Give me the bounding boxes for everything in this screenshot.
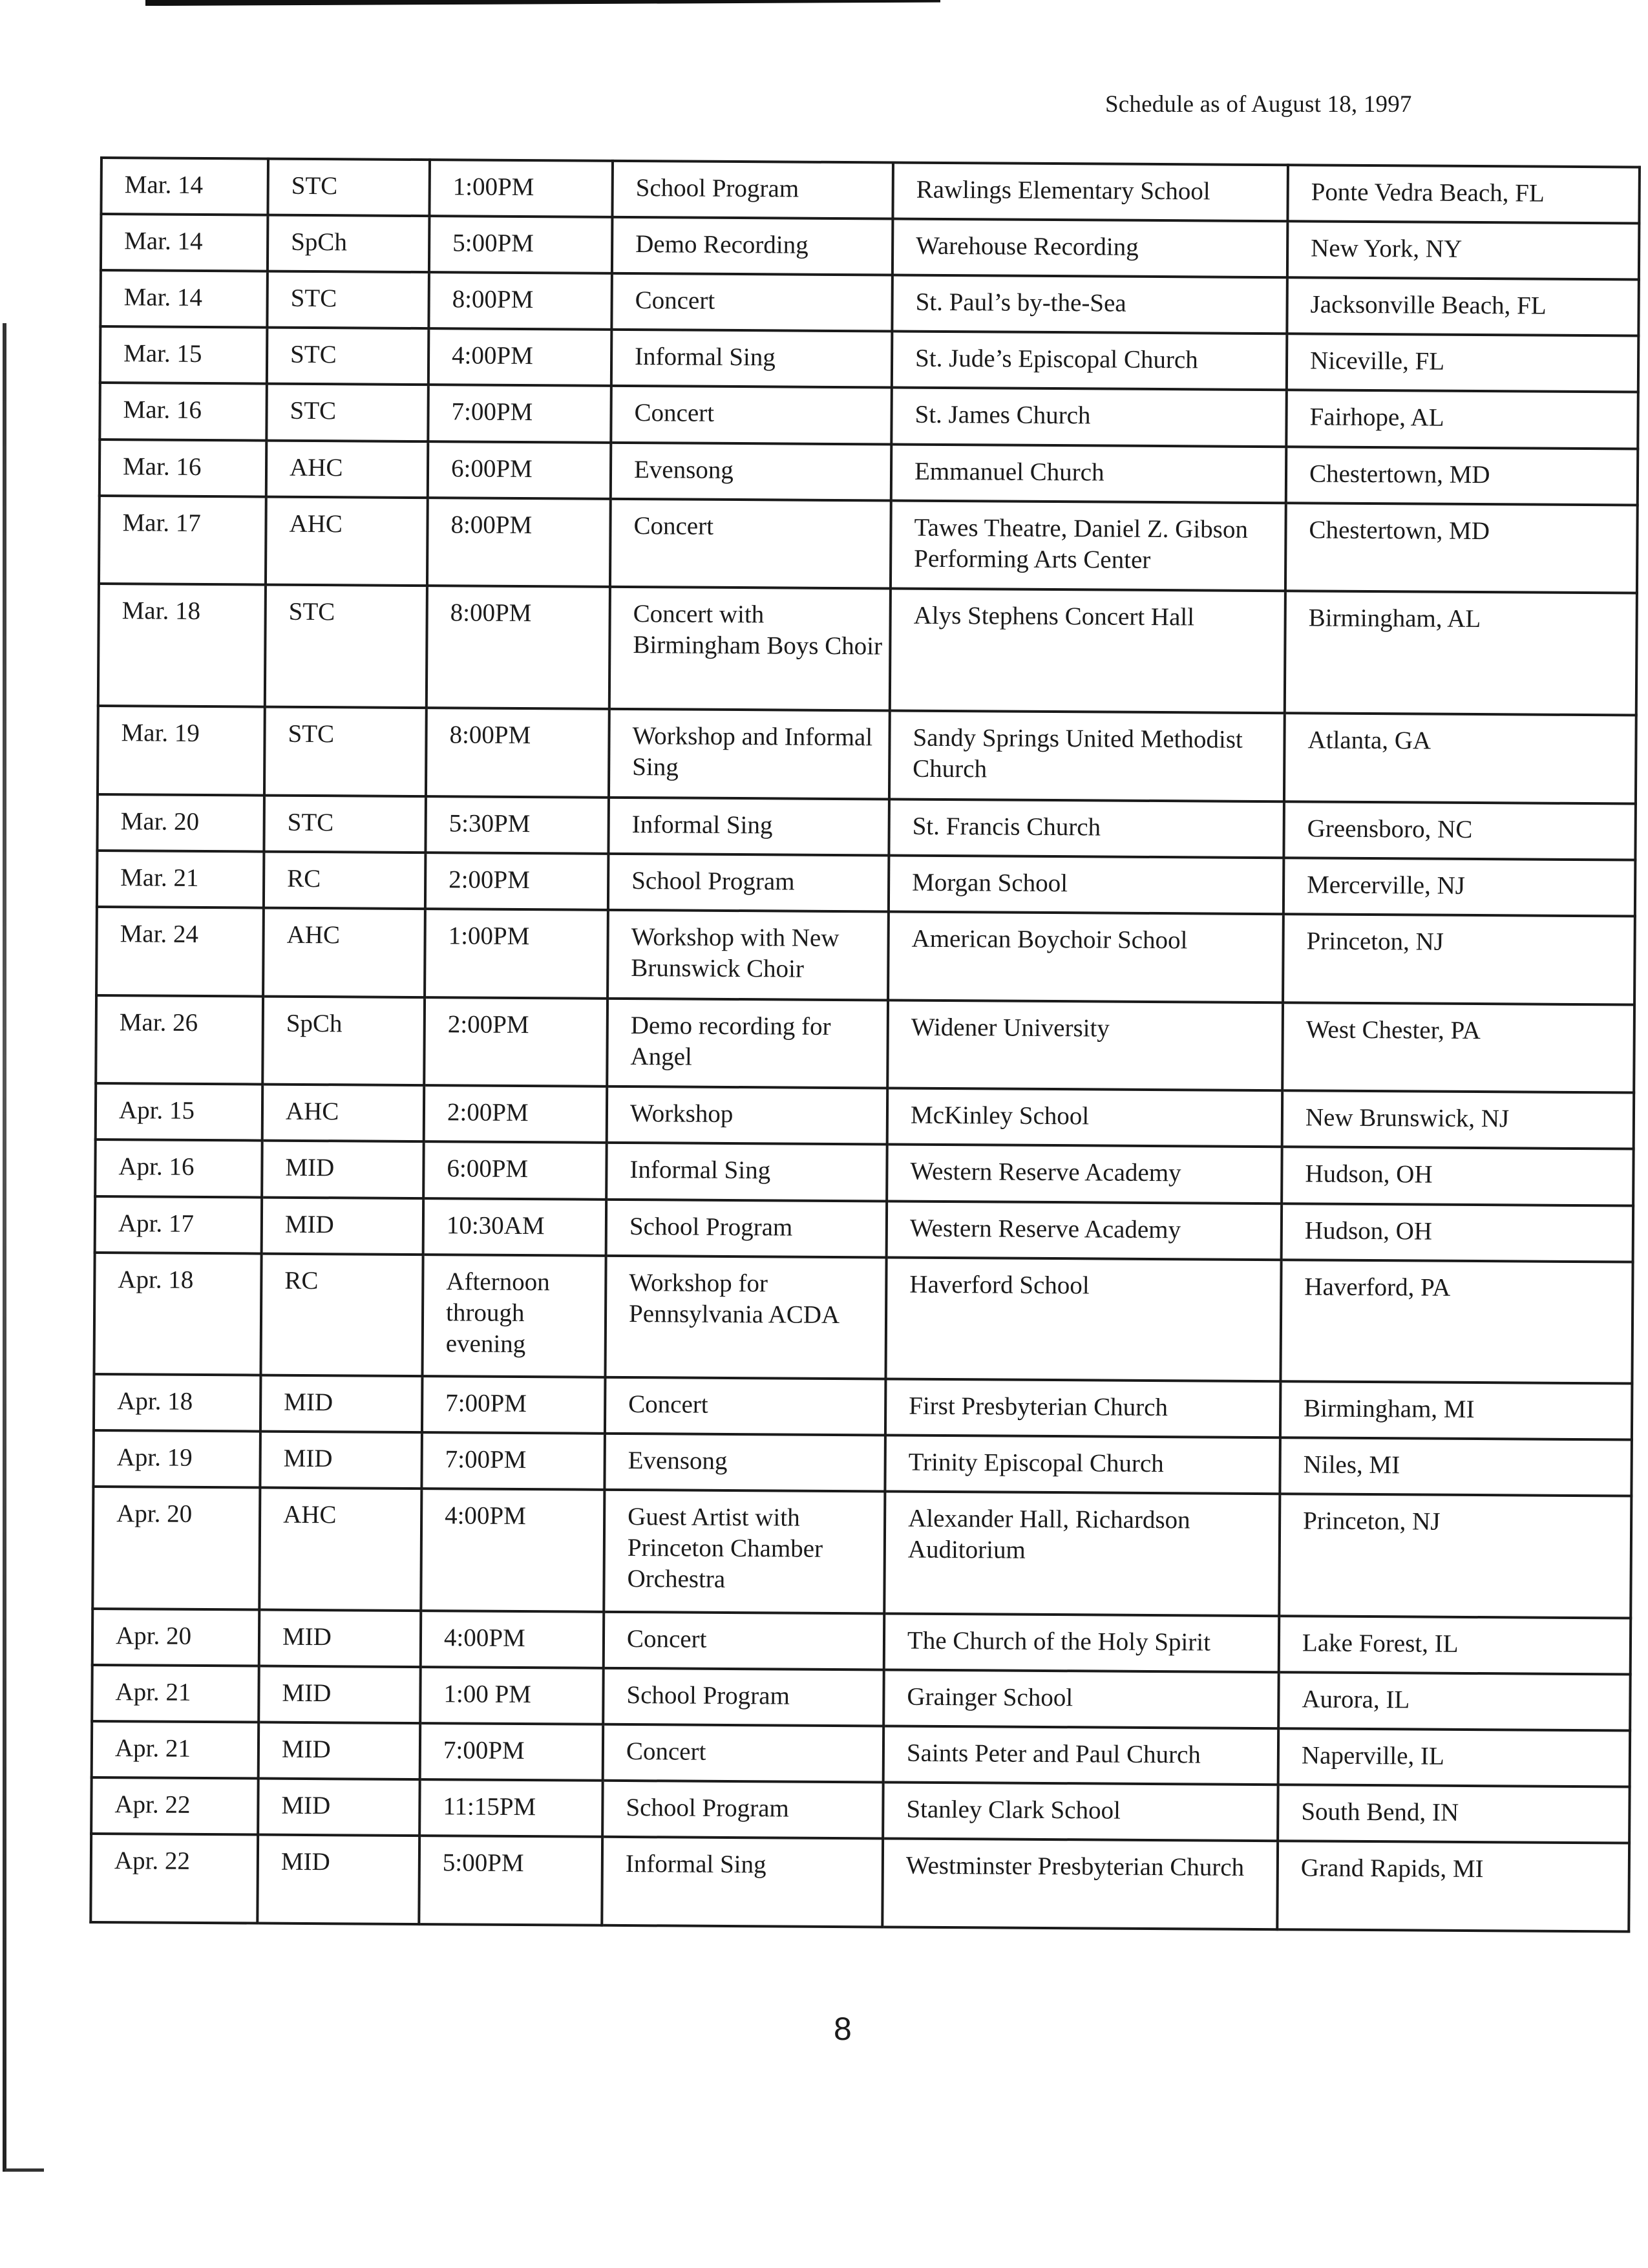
- cell-time: 7:00PM: [428, 385, 611, 443]
- scan-left-edge: [3, 323, 6, 2172]
- cell-event: Concert: [604, 1611, 885, 1669]
- cell-location: Hudson, OH: [1282, 1147, 1634, 1205]
- cell-location: West Chester, PA: [1282, 1002, 1634, 1093]
- cell-event: School Program: [608, 853, 889, 911]
- cell-location: Lake Forest, IL: [1279, 1616, 1631, 1674]
- cell-event: Concert with Birmingham Boys Choir: [609, 587, 891, 710]
- cell-date: Mar. 16: [100, 440, 267, 497]
- cell-date: Mar. 21: [97, 851, 264, 908]
- cell-time: 7:00PM: [420, 1723, 604, 1781]
- cell-date: Mar. 15: [100, 326, 268, 384]
- cell-event: Demo recording for Angel: [607, 998, 888, 1088]
- cell-event: School Program: [603, 1668, 884, 1726]
- cell-event: School Program: [612, 161, 893, 219]
- cell-location: Fairhope, AL: [1286, 390, 1638, 449]
- cell-venue: St. James Church: [891, 388, 1287, 447]
- cell-date: Mar. 14: [101, 158, 268, 215]
- cell-date: Mar. 18: [98, 584, 266, 706]
- cell-choir: MID: [260, 1375, 423, 1433]
- cell-time: 6:00PM: [428, 441, 611, 499]
- cell-location: South Bend, IN: [1278, 1785, 1630, 1843]
- page-number: 8: [834, 2011, 852, 2047]
- cell-date: Apr. 18: [94, 1253, 261, 1375]
- table-row: [101, 214, 1639, 280]
- table-row: [92, 1721, 1630, 1787]
- cell-choir: STC: [267, 328, 429, 385]
- cell-location: Chestertown, MD: [1285, 503, 1638, 593]
- table-row: [97, 794, 1635, 860]
- table-row: [96, 907, 1635, 1004]
- cell-time: 2:00PM: [424, 997, 607, 1086]
- cell-location: Hudson, OH: [1282, 1203, 1634, 1262]
- table-row: [98, 584, 1637, 715]
- cell-time: 11:15PM: [419, 1779, 603, 1837]
- cell-time: 2:00PM: [425, 853, 609, 910]
- cell-choir: STC: [265, 585, 427, 708]
- cell-choir: STC: [264, 795, 426, 853]
- cell-choir: MID: [259, 1666, 421, 1723]
- cell-time: 1:00PM: [429, 160, 613, 217]
- cell-time: 5:00PM: [429, 216, 613, 273]
- cell-venue: St. Francis Church: [889, 799, 1284, 858]
- cell-date: Apr. 15: [96, 1083, 263, 1141]
- cell-choir: STC: [266, 384, 428, 441]
- cell-location: Aurora, IL: [1278, 1672, 1631, 1730]
- cell-venue: Saints Peter and Paul Church: [883, 1726, 1279, 1785]
- cell-location: Grand Rapids, MI: [1277, 1841, 1629, 1931]
- cell-date: Mar. 20: [97, 794, 264, 852]
- cell-date: Mar. 14: [100, 270, 268, 328]
- cell-venue: Morgan School: [889, 855, 1284, 914]
- cell-choir: MID: [257, 1835, 419, 1924]
- cell-choir: STC: [264, 706, 427, 796]
- cell-venue: American Boychoir School: [888, 911, 1284, 1002]
- cell-event: Concert: [603, 1724, 884, 1783]
- cell-location: Atlanta, GA: [1284, 713, 1636, 803]
- cell-venue: Rawlings Elementary School: [893, 162, 1288, 221]
- cell-location: Princeton, NJ: [1283, 914, 1635, 1004]
- cell-date: Apr. 16: [95, 1139, 262, 1197]
- cell-choir: RC: [264, 851, 426, 909]
- cell-time: Afternoon through evening: [422, 1255, 606, 1377]
- schedule-date-note: Schedule as of August 18, 1997: [1105, 91, 1412, 118]
- cell-date: Mar. 17: [99, 496, 266, 585]
- cell-time: 2:00PM: [424, 1085, 607, 1143]
- cell-venue: Alys Stephens Concert Hall: [890, 589, 1285, 713]
- cell-choir: AHC: [266, 496, 428, 586]
- cell-event: Informal Sing: [608, 797, 889, 855]
- cell-event: Workshop and Informal Sing: [609, 709, 890, 799]
- cell-choir: MID: [260, 1432, 422, 1489]
- cell-choir: SpCh: [268, 215, 430, 273]
- cell-location: Greensboro, NC: [1284, 801, 1636, 860]
- cell-choir: AHC: [266, 440, 428, 498]
- table-row: [92, 1487, 1631, 1618]
- cell-time: 7:00PM: [421, 1432, 605, 1490]
- cell-event: Informal Sing: [606, 1143, 887, 1201]
- cell-date: Apr. 18: [94, 1374, 261, 1432]
- cell-time: 5:30PM: [425, 796, 609, 854]
- cell-location: Ponte Vedra Beach, FL: [1287, 165, 1640, 223]
- cell-event: Informal Sing: [611, 330, 893, 388]
- cell-date: Apr. 21: [92, 1721, 259, 1779]
- cell-date: Apr. 17: [95, 1196, 262, 1253]
- cell-event: Concert: [611, 386, 892, 444]
- table-row: [91, 1777, 1629, 1843]
- cell-event: Workshop: [607, 1086, 888, 1145]
- cell-venue: Grainger School: [883, 1669, 1279, 1728]
- cell-date: Mar. 14: [101, 214, 268, 271]
- cell-location: Niles, MI: [1280, 1437, 1632, 1496]
- cell-venue: Stanley Clark School: [883, 1782, 1278, 1841]
- cell-event: Evensong: [604, 1434, 885, 1492]
- cell-choir: MID: [258, 1779, 420, 1836]
- cell-event: Informal Sing: [602, 1837, 883, 1927]
- cell-location: Birmingham, AL: [1285, 591, 1637, 715]
- cell-event: Concert: [611, 273, 893, 332]
- cell-date: Apr. 20: [92, 1487, 260, 1609]
- table-row: [96, 1083, 1634, 1149]
- cell-location: New York, NY: [1287, 221, 1640, 279]
- cell-choir: MID: [259, 1722, 421, 1779]
- cell-venue: The Church of the Holy Spirit: [884, 1613, 1280, 1672]
- cell-venue: First Presbyterian Church: [885, 1379, 1281, 1437]
- cell-venue: Trinity Episcopal Church: [885, 1436, 1280, 1494]
- cell-time: 1:00PM: [425, 909, 608, 998]
- cell-venue: McKinley School: [887, 1088, 1283, 1147]
- scan-top-rule: [145, 0, 940, 6]
- cell-event: School Program: [606, 1199, 887, 1257]
- cell-choir: MID: [259, 1609, 421, 1667]
- table-row: [98, 706, 1636, 803]
- cell-time: 10:30AM: [423, 1198, 607, 1256]
- cell-choir: AHC: [263, 907, 425, 997]
- cell-venue: Westminster Presbyterian Church: [882, 1839, 1278, 1930]
- cell-location: New Brunswick, NJ: [1282, 1090, 1634, 1149]
- cell-location: Mercerville, NJ: [1284, 858, 1636, 916]
- cell-choir: SpCh: [262, 996, 425, 1085]
- cell-date: Apr. 21: [92, 1665, 259, 1722]
- cell-choir: MID: [262, 1197, 424, 1255]
- cell-event: Evensong: [611, 442, 892, 500]
- cell-venue: Haverford School: [885, 1257, 1281, 1381]
- table-row: [94, 1374, 1632, 1440]
- table-row: [94, 1253, 1632, 1384]
- cell-time: 6:00PM: [423, 1141, 607, 1199]
- scan-left-foot: [5, 2168, 44, 2172]
- cell-time: 8:00PM: [427, 586, 610, 709]
- cell-choir: RC: [260, 1253, 423, 1376]
- cell-event: School Program: [602, 1781, 883, 1839]
- cell-time: 8:00PM: [426, 708, 609, 797]
- schedule-table: [89, 156, 1641, 1933]
- cell-venue: Sandy Springs United Methodist Church: [889, 710, 1285, 801]
- cell-date: Apr. 19: [93, 1430, 260, 1488]
- cell-time: 7:00PM: [422, 1376, 606, 1434]
- table-row: [100, 326, 1638, 392]
- cell-venue: St. Jude’s Episcopal Church: [892, 332, 1287, 390]
- cell-time: 8:00PM: [427, 498, 611, 587]
- table-row: [100, 440, 1638, 505]
- cell-venue: Western Reserve Academy: [887, 1145, 1282, 1203]
- cell-time: 4:00PM: [421, 1489, 604, 1611]
- table-row: [90, 1834, 1629, 1931]
- cell-choir: STC: [268, 159, 430, 217]
- table-row: [92, 1609, 1631, 1675]
- cell-choir: AHC: [259, 1488, 421, 1611]
- table-row: [96, 995, 1634, 1093]
- cell-time: 8:00PM: [428, 272, 612, 330]
- cell-event: Concert: [605, 1377, 886, 1436]
- cell-choir: MID: [262, 1141, 424, 1198]
- cell-date: Mar. 16: [100, 383, 267, 440]
- table-row: [93, 1430, 1631, 1496]
- cell-date: Mar. 19: [98, 706, 265, 795]
- table-row: [100, 383, 1638, 449]
- cell-event: Workshop with New Brunswick Choir: [607, 910, 889, 1000]
- cell-venue: Western Reserve Academy: [887, 1201, 1282, 1260]
- cell-date: Mar. 26: [96, 995, 263, 1085]
- cell-location: Haverford, PA: [1280, 1260, 1632, 1384]
- table-row: [99, 496, 1638, 593]
- cell-venue: Alexander Hall, Richardson Auditorium: [884, 1492, 1280, 1616]
- table-row: [100, 270, 1638, 336]
- cell-location: Chestertown, MD: [1286, 447, 1638, 505]
- cell-venue: St. Paul’s by-the-Sea: [892, 275, 1287, 334]
- table-row: [95, 1139, 1633, 1205]
- cell-date: Apr. 22: [90, 1834, 258, 1923]
- cell-choir: STC: [267, 271, 429, 329]
- cell-event: Demo Recording: [612, 217, 893, 275]
- table-row: [92, 1665, 1630, 1731]
- cell-location: Princeton, NJ: [1279, 1494, 1631, 1618]
- cell-date: Apr. 20: [92, 1609, 260, 1666]
- cell-event: Guest Artist with Princeton Chamber Orchestra: [604, 1490, 885, 1613]
- cell-time: 1:00 PM: [420, 1667, 604, 1724]
- cell-choir: AHC: [262, 1085, 425, 1142]
- cell-location: Birmingham, MI: [1280, 1381, 1632, 1439]
- cell-location: Jacksonville Beach, FL: [1287, 277, 1639, 335]
- cell-event: Concert: [610, 498, 891, 588]
- cell-location: Naperville, IL: [1278, 1728, 1631, 1786]
- cell-venue: Tawes Theatre, Daniel Z. Gibson Performing Arts Center: [891, 500, 1286, 591]
- cell-date: Apr. 22: [91, 1777, 259, 1835]
- table-row: [101, 158, 1639, 224]
- cell-venue: Widener University: [887, 1000, 1283, 1090]
- cell-venue: Emmanuel Church: [891, 444, 1287, 503]
- cell-venue: Warehouse Recording: [893, 219, 1288, 278]
- schedule-table-body: [90, 158, 1640, 1931]
- cell-time: 4:00PM: [428, 328, 612, 386]
- cell-time: 4:00PM: [421, 1611, 604, 1668]
- cell-date: Mar. 24: [96, 907, 264, 996]
- cell-event: Workshop for Pennsylvania ACDA: [605, 1255, 886, 1379]
- cell-location: Niceville, FL: [1287, 334, 1639, 392]
- table-row: [97, 851, 1635, 917]
- table-row: [95, 1196, 1633, 1262]
- cell-time: 5:00PM: [419, 1836, 602, 1925]
